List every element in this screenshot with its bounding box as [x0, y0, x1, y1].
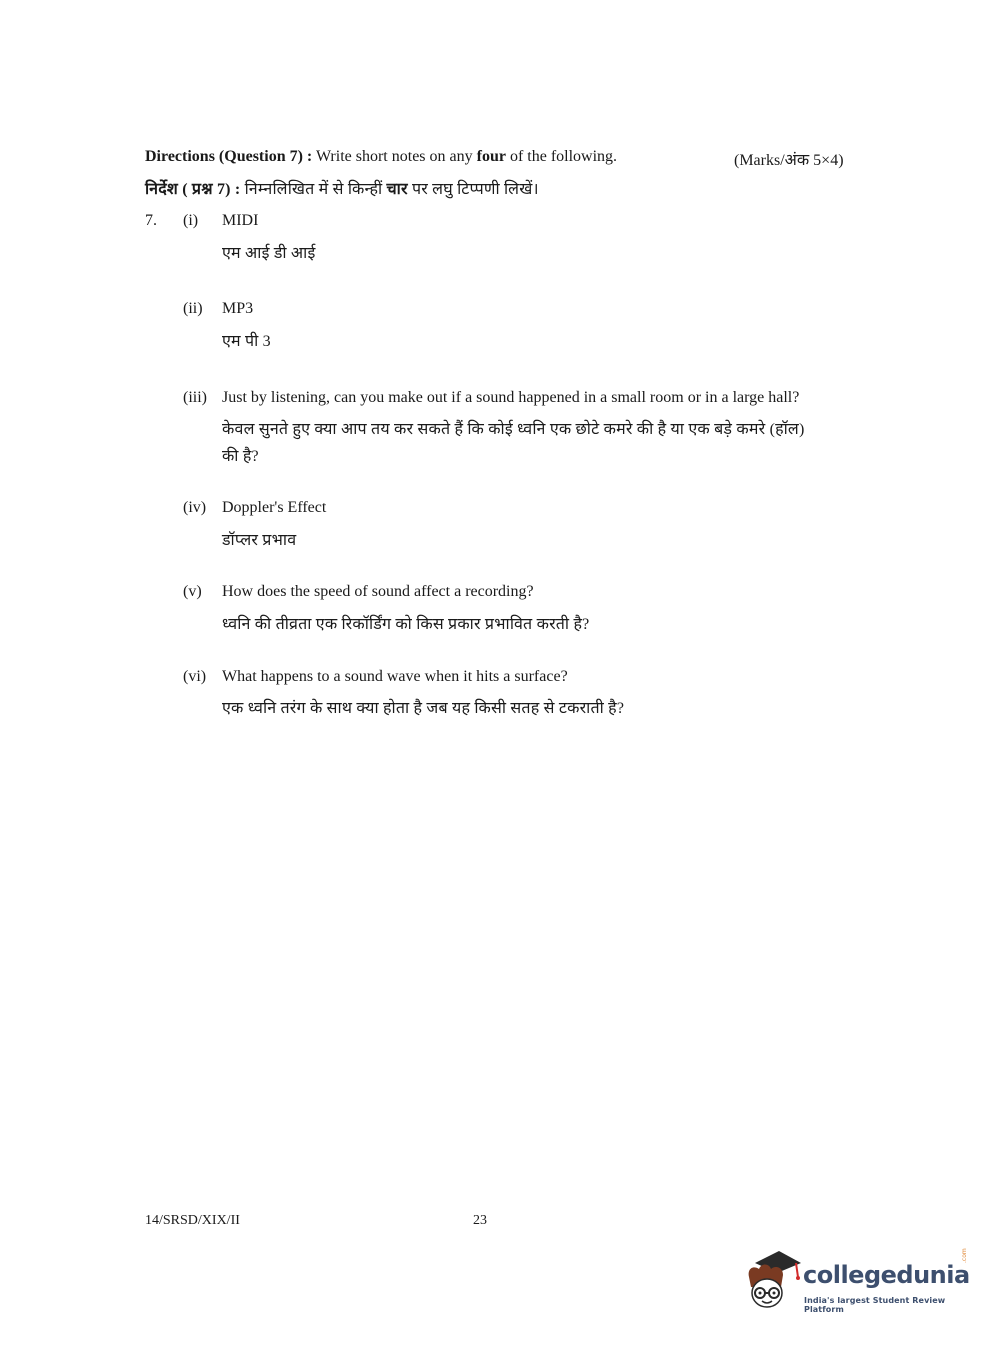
item-ii-numeral: (ii)	[183, 300, 203, 317]
item-i-english: MIDI	[222, 212, 259, 229]
logo-com: .com	[961, 1248, 968, 1263]
directions-text-1: Write short notes on any	[312, 148, 477, 165]
directions-hindi-line	[145, 177, 539, 199]
item-i-hindi: एम आई डी आई	[222, 245, 316, 262]
directions-hindi-text-2: पर लघु टिप्पणी लिखें।	[407, 181, 539, 198]
item-ii-english: MP3	[222, 300, 254, 317]
item-iv-english: Doppler's Effect	[222, 499, 327, 516]
item-v-hindi: ध्वनि की तीव्रता एक रिकॉर्डिंग को किस प्रकार प्रभावित करती है?	[222, 616, 590, 633]
logo-tagline: India's largest Student Review Platform	[804, 1296, 946, 1314]
directions-hindi-bold-word: चार	[386, 181, 408, 198]
mascot-icon	[743, 1247, 803, 1317]
item-iii-english: Just by listening, can you make out if a sound happened in a small room or in a large hall?	[222, 389, 800, 406]
item-iii-hindi-line-1: केवल सुनते हुए क्या आप तय कर सकते हैं कि कोई ध्वनि एक छोटे कमरे की है या एक बड़े कमरे (हॉल)	[222, 421, 805, 438]
item-v-english: How does the speed of sound affect a recording?	[222, 583, 534, 600]
footer-paper-code: 14/SRSD/XIX/II	[145, 1213, 240, 1228]
item-iii-hindi-line-2: की है?	[222, 448, 259, 465]
item-vi-hindi: एक ध्वनि तरंग के साथ क्या होता है जब यह किसी सतह से टकराती है?	[222, 700, 625, 717]
item-ii-hindi: एम पी 3	[222, 333, 271, 350]
logo-wordmark: collegedunia	[803, 1261, 970, 1289]
marks-label: (Marks/अंक 5×4)	[734, 152, 844, 169]
item-iii-numeral: (iii)	[183, 389, 207, 406]
footer-page-number: 23	[473, 1213, 487, 1228]
question-number: 7.	[145, 212, 157, 229]
directions-hindi-label: निर्देश ( प्रश्न 7) :	[145, 181, 241, 198]
item-vi-english: What happens to a sound wave when it hits a surface?	[222, 668, 568, 685]
item-iv-numeral: (iv)	[183, 499, 207, 516]
directions-text-2: of the following.	[505, 148, 618, 165]
directions-hindi-text-1: निम्नलिखित में से किन्हीं	[240, 181, 387, 198]
collegedunia-logo	[743, 1247, 968, 1317]
item-iv-hindi: डॉप्लर प्रभाव	[222, 532, 297, 549]
directions-label: Directions (Question 7) :	[145, 148, 313, 165]
directions-line	[145, 148, 617, 166]
item-i-numeral: (i)	[183, 212, 199, 229]
item-vi-numeral: (vi)	[183, 668, 207, 685]
item-v-numeral: (v)	[183, 583, 202, 600]
directions-bold-word: four	[476, 148, 506, 165]
